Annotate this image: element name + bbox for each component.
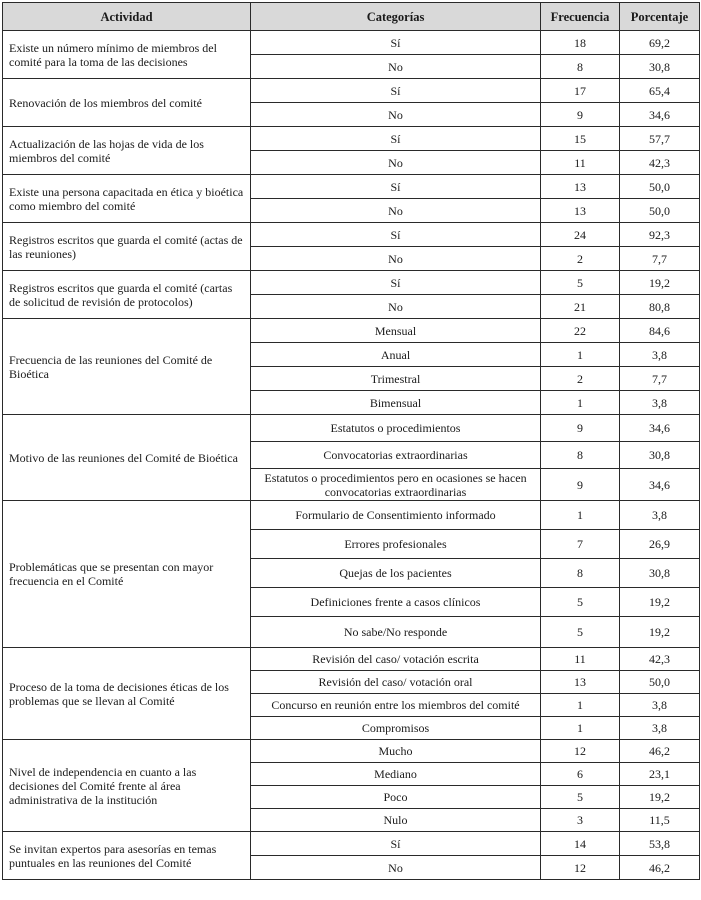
frequency-cell: 7	[541, 530, 620, 559]
table-row	[3, 31, 700, 55]
percentage-cell: 50,0	[620, 671, 700, 694]
category-cell: Estatutos o procedimientos pero en ocasiones se hacen convocatorias extraordinarias	[251, 469, 541, 501]
table-row	[3, 319, 700, 343]
percentage-cell: 19,2	[620, 271, 700, 295]
category-cell: No	[251, 856, 541, 880]
table-row	[3, 501, 700, 530]
category-cell: No	[251, 295, 541, 319]
percentage-cell: 23,1	[620, 763, 700, 786]
frequency-cell: 18	[541, 31, 620, 55]
frequency-cell: 1	[541, 717, 620, 740]
percentage-cell: 19,2	[620, 588, 700, 617]
percentage-cell: 50,0	[620, 175, 700, 199]
percentage-cell: 19,2	[620, 617, 700, 648]
percentage-cell: 65,4	[620, 79, 700, 103]
header-row	[3, 3, 700, 31]
percentage-cell: 42,3	[620, 151, 700, 175]
category-cell: Formulario de Consentimiento informado	[251, 501, 541, 530]
percentage-cell: 50,0	[620, 199, 700, 223]
frequency-cell: 12	[541, 856, 620, 880]
category-cell: Sí	[251, 31, 541, 55]
frequency-cell: 5	[541, 588, 620, 617]
header-actividad: Actividad	[3, 3, 251, 31]
activity-cell: Frecuencia de las reuniones del Comité de Bioética	[3, 319, 251, 415]
table-row	[3, 79, 700, 103]
table-body	[3, 31, 700, 880]
category-cell: Mensual	[251, 319, 541, 343]
table-row	[3, 832, 700, 856]
category-cell: Estatutos o procedimientos	[251, 415, 541, 442]
category-cell: Sí	[251, 223, 541, 247]
category-cell: Compromisos	[251, 717, 541, 740]
activity-cell: Existe una persona capacitada en ética y bioética como miembro del comité	[3, 175, 251, 223]
percentage-cell: 3,8	[620, 391, 700, 415]
frequency-cell: 8	[541, 442, 620, 469]
percentage-cell: 34,6	[620, 103, 700, 127]
frequency-cell: 13	[541, 671, 620, 694]
category-cell: Anual	[251, 343, 541, 367]
frequency-cell: 5	[541, 271, 620, 295]
table-row	[3, 271, 700, 295]
table-row	[3, 175, 700, 199]
percentage-cell: 7,7	[620, 367, 700, 391]
category-cell: Errores profesionales	[251, 530, 541, 559]
percentage-cell: 19,2	[620, 786, 700, 809]
category-cell: Revisión del caso/ votación escrita	[251, 648, 541, 671]
frequency-cell: 12	[541, 740, 620, 763]
frequency-cell: 2	[541, 367, 620, 391]
percentage-cell: 92,3	[620, 223, 700, 247]
activity-cell: Registros escritos que guarda el comité (actas de las reuniones)	[3, 223, 251, 271]
percentage-cell: 3,8	[620, 717, 700, 740]
percentage-cell: 30,8	[620, 55, 700, 79]
category-cell: Sí	[251, 832, 541, 856]
frequency-cell: 3	[541, 809, 620, 832]
frequency-cell: 24	[541, 223, 620, 247]
frequency-cell: 9	[541, 469, 620, 501]
percentage-cell: 3,8	[620, 343, 700, 367]
percentage-cell: 80,8	[620, 295, 700, 319]
category-cell: No	[251, 247, 541, 271]
frequency-cell: 1	[541, 343, 620, 367]
percentage-cell: 30,8	[620, 442, 700, 469]
category-cell: Mediano	[251, 763, 541, 786]
activity-cell: Existe un número mínimo de miembros del comité para la toma de las decisiones	[3, 31, 251, 79]
frequency-cell: 1	[541, 501, 620, 530]
percentage-cell: 34,6	[620, 469, 700, 501]
percentage-cell: 84,6	[620, 319, 700, 343]
frequency-cell: 11	[541, 648, 620, 671]
category-cell: Sí	[251, 127, 541, 151]
activity-cell: Proceso de la toma de decisiones éticas de los problemas que se llevan al Comité	[3, 648, 251, 740]
table-row	[3, 223, 700, 247]
percentage-cell: 69,2	[620, 31, 700, 55]
table-row	[3, 127, 700, 151]
frequency-cell: 14	[541, 832, 620, 856]
frequency-cell: 8	[541, 559, 620, 588]
frequency-cell: 1	[541, 694, 620, 717]
category-cell: Trimestral	[251, 367, 541, 391]
activity-cell: Se invitan expertos para asesorías en temas puntuales en las reuniones del Comité	[3, 832, 251, 880]
category-cell: Concurso en reunión entre los miembros del comité	[251, 694, 541, 717]
category-cell: Revisión del caso/ votación oral	[251, 671, 541, 694]
percentage-cell: 46,2	[620, 856, 700, 880]
percentage-cell: 3,8	[620, 501, 700, 530]
category-cell: No	[251, 199, 541, 223]
frequency-cell: 15	[541, 127, 620, 151]
percentage-cell: 42,3	[620, 648, 700, 671]
frequency-cell: 1	[541, 391, 620, 415]
header-categorias: Categorías	[251, 3, 541, 31]
frequency-cell: 9	[541, 415, 620, 442]
frequency-cell: 6	[541, 763, 620, 786]
frequency-cell: 8	[541, 55, 620, 79]
category-cell: No	[251, 55, 541, 79]
activity-cell: Actualización de las hojas de vida de los miembros del comité	[3, 127, 251, 175]
header-porcentaje: Porcentaje	[620, 3, 700, 31]
survey-table	[2, 2, 700, 880]
frequency-cell: 17	[541, 79, 620, 103]
category-cell: No sabe/No responde	[251, 617, 541, 648]
frequency-cell: 13	[541, 199, 620, 223]
frequency-cell: 2	[541, 247, 620, 271]
category-cell: Sí	[251, 175, 541, 199]
percentage-cell: 57,7	[620, 127, 700, 151]
table-row	[3, 415, 700, 442]
frequency-cell: 11	[541, 151, 620, 175]
activity-cell: Registros escritos que guarda el comité (cartas de solicitud de revisión de protocolos)	[3, 271, 251, 319]
frequency-cell: 13	[541, 175, 620, 199]
percentage-cell: 11,5	[620, 809, 700, 832]
category-cell: No	[251, 151, 541, 175]
percentage-cell: 3,8	[620, 694, 700, 717]
frequency-cell: 21	[541, 295, 620, 319]
category-cell: Poco	[251, 786, 541, 809]
activity-cell: Motivo de las reuniones del Comité de Bioética	[3, 415, 251, 501]
percentage-cell: 53,8	[620, 832, 700, 856]
frequency-cell: 5	[541, 617, 620, 648]
percentage-cell: 34,6	[620, 415, 700, 442]
category-cell: Quejas de los pacientes	[251, 559, 541, 588]
category-cell: Sí	[251, 271, 541, 295]
percentage-cell: 26,9	[620, 530, 700, 559]
category-cell: Bimensual	[251, 391, 541, 415]
category-cell: No	[251, 103, 541, 127]
header-frecuencia: Frecuencia	[541, 3, 620, 31]
frequency-cell: 22	[541, 319, 620, 343]
activity-cell: Nivel de independencia en cuanto a las decisiones del Comité frente al área administrativa de la institución	[3, 740, 251, 832]
category-cell: Definiciones frente a casos clínicos	[251, 588, 541, 617]
frequency-cell: 5	[541, 786, 620, 809]
percentage-cell: 30,8	[620, 559, 700, 588]
frequency-cell: 9	[541, 103, 620, 127]
category-cell: Mucho	[251, 740, 541, 763]
activity-cell: Problemáticas que se presentan con mayor frecuencia en el Comité	[3, 501, 251, 648]
percentage-cell: 7,7	[620, 247, 700, 271]
table-row	[3, 648, 700, 671]
category-cell: Nulo	[251, 809, 541, 832]
category-cell: Sí	[251, 79, 541, 103]
table-row	[3, 740, 700, 763]
percentage-cell: 46,2	[620, 740, 700, 763]
activity-cell: Renovación de los miembros del comité	[3, 79, 251, 127]
category-cell: Convocatorias extraordinarias	[251, 442, 541, 469]
